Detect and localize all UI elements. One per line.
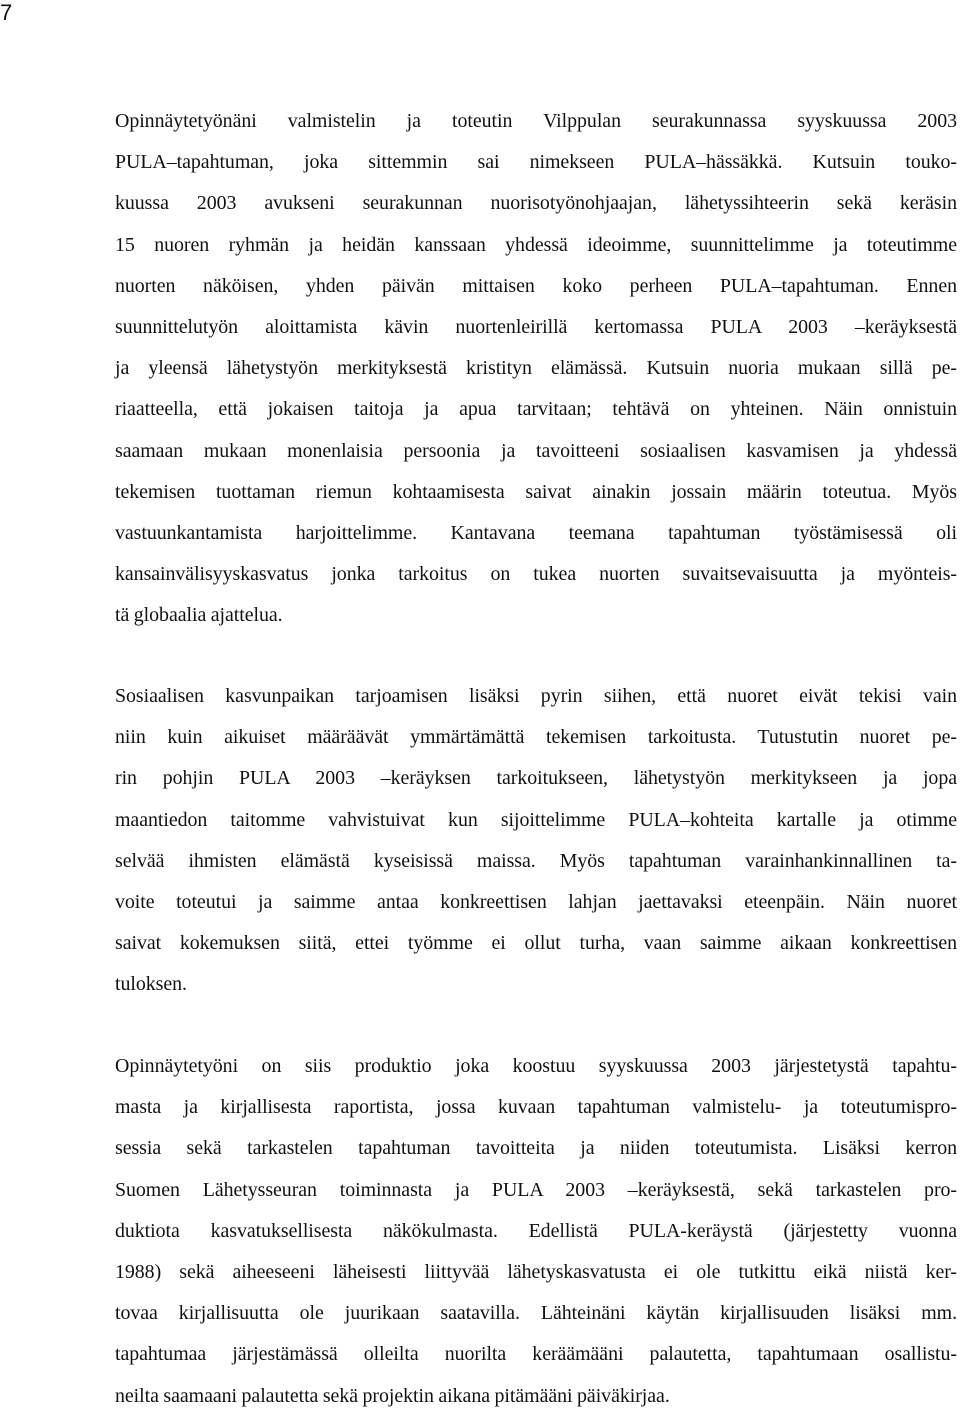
page-number: 7 (0, 0, 13, 25)
text-line: sessia sekä tarkastelen tapahtuman tavoitteita ja niiden toteutumista. Lisäksi kerron (115, 1137, 957, 1160)
text-line: Opinnäytetyönäni valmistelin ja toteutin Vilppulan seurakunnassa syyskuussa 2003 (115, 110, 957, 132)
text-line: 15 nuoren ryhmän ja heidän kanssaan yhdessä ideoimme, suunnittelimme ja toteutimme (115, 233, 957, 256)
text-line: riaatteella, että jokaisen taitoja ja apua tarvitaan; tehtävä on yhteinen. Näin onnistuin (115, 398, 957, 421)
paragraph (115, 676, 957, 1006)
text-line: maantiedon taitomme vahvistuivat kun sijoittelimme PULA–kohteita kartalle ja otimme (115, 808, 957, 831)
text-line: kuussa 2003 avukseni seurakunnan nuorisotyönohjaajan, lähetyssihteerin sekä keräsin (115, 192, 957, 215)
paragraph (115, 1046, 957, 1417)
text-line: tuloksen. (115, 973, 187, 996)
text-line: masta ja kirjallisesta raportista, jossa kuvaan tapahtuman valmistelu- ja toteutumispro- (115, 1096, 957, 1119)
text-line: saamaan mukaan monenlaisia persoonia ja tavoitteeni sosiaalisen kasvamisen ja yhdessä (115, 439, 957, 462)
text-line: tä globaalia ajattelua. (115, 604, 283, 627)
text-line: Sosiaalisen kasvunpaikan tarjoamisen lisäksi pyrin siihen, että nuoret eivät tekisi vain (115, 685, 957, 707)
text-line: vastuunkantamista harjoittelimme. Kantavana teemana tapahtuman työstämisessä oli (115, 522, 957, 545)
text-line: voite toteutui ja saimme antaa konkreettisen lahjan jaettavaksi eteenpäin. Näin nuoret (115, 891, 957, 914)
text-line: suunnittelutyön aloittamista kävin nuortenleirillä kertomassa PULA 2003 –keräyksestä (115, 316, 957, 339)
text-line: tapahtumaa järjestämässä olleilta nuorilta keräämääni palautetta, tapahtumaan osallistu- (115, 1343, 957, 1366)
text-line: rin pohjin PULA 2003 –keräyksen tarkoitukseen, lähetystyön merkitykseen ja jopa (115, 767, 957, 790)
text-line: 1988) sekä aiheeseeni läheisesti liittyvää lähetyskasvatusta ei ole tutkittu eikä niistä ker- (115, 1261, 957, 1284)
text-line: tekemisen tuottaman riemun kohtaamisesta saivat ainakin jossain määrin toteutua. Myös (115, 480, 957, 503)
text-line: nuorten näköisen, yhden päivän mittaisen koko perheen PULA–tapahtuman. Ennen (115, 274, 957, 297)
text-line: PULA–tapahtuman, joka sittemmin sai nimekseen PULA–hässäkkä. Kutsuin touko- (115, 151, 957, 174)
text-line: kansainvälisyyskasvatus jonka tarkoitus on tukea nuorten suvaitsevaisuutta ja myönteis- (115, 563, 957, 586)
text-line: tovaa kirjallisuutta ole juurikaan saatavilla. Lähteinäni käytän kirjallisuuden lisäksi mm. (115, 1302, 957, 1325)
text-line: Opinnäytetyöni on siis produktio joka koostuu syyskuussa 2003 järjestetystä tapahtu- (115, 1055, 957, 1077)
text-line: duktiota kasvatuksellisesta näkökulmasta. Edellistä PULA-keräystä (järjestetty vuonna (115, 1219, 957, 1242)
text-line: saivat kokemuksen siitä, ettei työmme ei ollut turha, vaan saimme aikaan konkreettisen (115, 932, 957, 955)
paragraph (115, 101, 957, 637)
text-line: neilta saamaani palautetta sekä projektin aikana pitämääni päiväkirjaa. (115, 1384, 670, 1407)
text-line: selvää ihmisten elämästä kyseisissä maissa. Myös tapahtuman varainhankinnallinen ta- (115, 849, 957, 872)
text-line: niin kuin aikuiset määräävät ymmärtämättä tekemisen tarkoitusta. Tutustutin nuoret pe- (115, 726, 957, 749)
text-line: Suomen Lähetysseuran toiminnasta ja PULA 2003 –keräyksestä, sekä tarkastelen pro- (115, 1178, 957, 1201)
text-line: ja yleensä lähetystyön merkityksestä kristityn elämässä. Kutsuin nuoria mukaan sillä pe- (115, 357, 957, 380)
